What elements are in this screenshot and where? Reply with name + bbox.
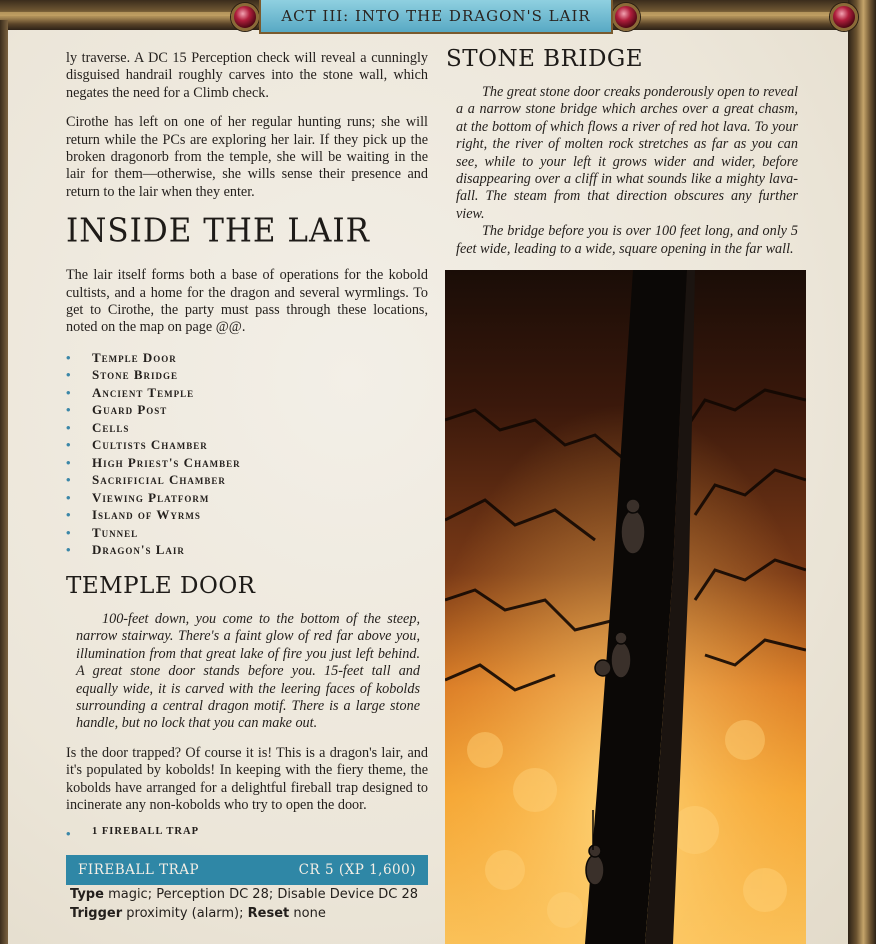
stone-bridge-boxed-text-1: The great stone door creaks ponderously open to reveal a a narrow stone bridge which arches over a great chasm, at the bottom of which flows a river of red hot lava. To your right, the river of molten rock stretches as far as you can see, while to your left it grows wider and wider, before disappearing over a cliff in what sounds like a mighty lava-fall. The steam from that direction obscures any further view. <box>456 84 798 222</box>
left-column <box>66 50 428 923</box>
intro-paragraph-2: Cirothe has left on one of her regular hunting runs; she will return while the PCs are exploring her lair. If they pick up the broken dragonorb from the temple, she will be waiting in the lair for them—otherwise, she wills sense their presence and return to the lair when they enter. <box>66 114 428 200</box>
list-item: • Cells <box>66 419 130 435</box>
chapter-title-banner: ACT III: INTO THE DRAGON'S LAIR <box>259 0 613 34</box>
right-column <box>446 44 806 270</box>
temple-door-boxed-text: 100-feet down, you come to the bottom of the steep, narrow stairway. There's a faint glow of red far above you, illumination from that great lake of fire you just left behind. A great stone door stands before you. 15-feet tall and equally wide, it is carved with the leering faces of kobolds surrounding a central dragon motif. There is a large stone handle, but no lock that you can make out. <box>76 610 420 732</box>
list-item: • Stone Bridge <box>66 367 178 383</box>
stat-block-name: FIREBALL TRAP <box>78 862 200 879</box>
intro-paragraph-1: ly traverse. A DC 15 Perception check will reveal a cunningly disguised handrail roughly carves into the stone wall, which negates the need for a Climb check. <box>66 50 428 101</box>
section-heading-temple-door: TEMPLE DOOR <box>66 572 256 599</box>
lair-locations-list <box>66 349 428 559</box>
list-item: • Dragon's Lair <box>66 542 185 558</box>
list-item: • Island of Wyrms <box>66 507 201 523</box>
temple-door-paragraph: Is the door trapped? Of course it is! This is a dragon's lair, and it's populated by kobolds! In keeping with the fiery theme, the kobolds have arranged for a delightful fireball trap designed to incinerate any non-kobolds who try to open the door. <box>66 744 428 813</box>
stone-bridge-illustration <box>445 270 806 944</box>
stat-block-header <box>66 855 428 885</box>
gem-ornament-right <box>612 3 640 31</box>
list-item: • High Priest's Chamber <box>66 454 241 470</box>
left-frame-border <box>0 20 8 944</box>
list-item: • Guard Post <box>66 402 168 418</box>
stone-bridge-boxed-text-2: The bridge before you is over 100 feet long, and only 5 feet wide, leading to a wide, square opening in the far wall. <box>456 223 798 257</box>
lair-description: The lair itself forms both a base of operations for the kobold cultists, and a home for the dragon and several wyrmlings. To get to Cirothe, the party must pass through these locations, noted on the map on page @@. <box>66 267 428 336</box>
list-item: • Viewing Platform <box>66 489 210 505</box>
list-item: • Ancient Temple <box>66 384 195 400</box>
right-frame-border <box>848 0 876 944</box>
list-item: • Cultists Chamber <box>66 437 208 453</box>
section-heading-inside-the-lair: INSIDE THE LAIR <box>66 212 370 251</box>
gem-ornament-left <box>231 3 259 31</box>
section-heading-stone-bridge: STONE BRIDGE <box>446 46 644 72</box>
gem-ornament-corner <box>830 3 858 31</box>
stat-block-cr: CR 5 (XP 1,600) <box>298 862 416 879</box>
stat-type-line: Type magic; Perception DC 28; Disable Device DC 28 <box>70 887 419 903</box>
stat-trigger-line: Trigger proximity (alarm); Reset none <box>70 906 326 922</box>
list-item: • Sacrificial Chamber <box>66 472 226 488</box>
trap-count: • 1 FIREBALL TRAP <box>66 826 199 842</box>
list-item: • Temple Door <box>66 349 177 365</box>
list-item: • Tunnel <box>66 524 139 540</box>
